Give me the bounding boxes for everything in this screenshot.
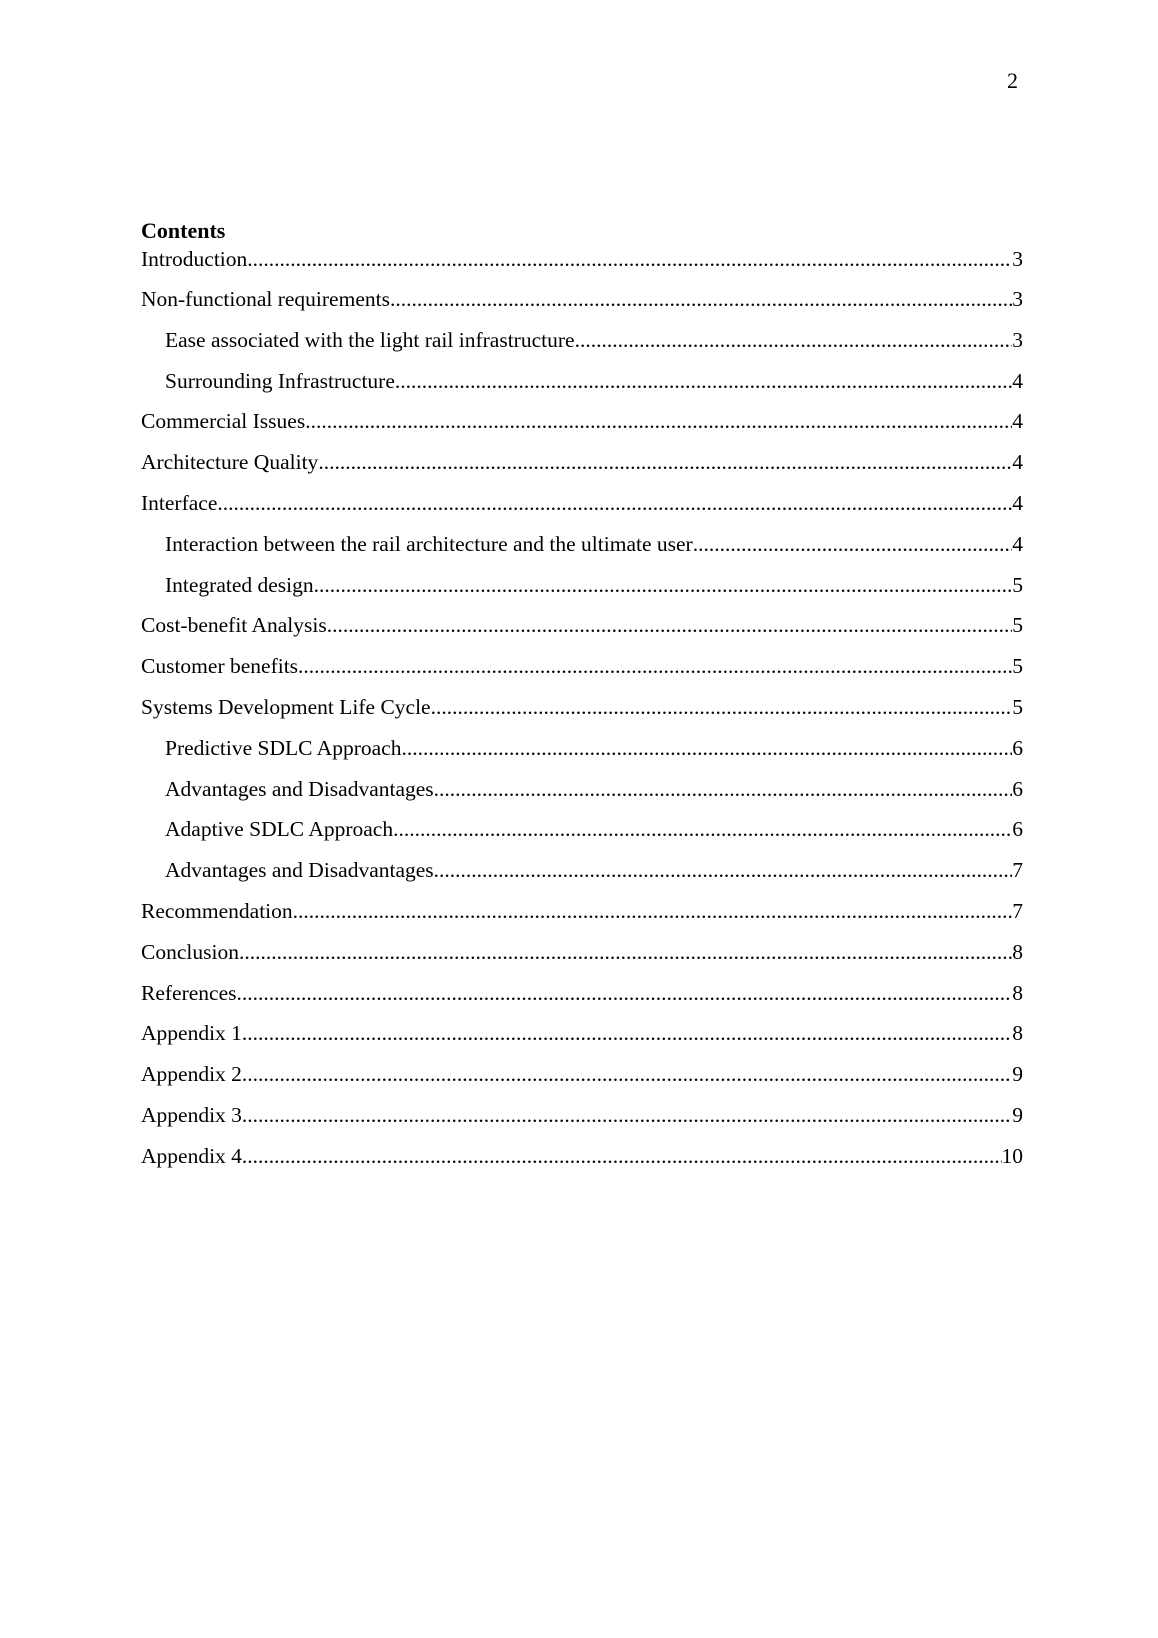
toc-entry[interactable]	[141, 449, 1023, 490]
toc-entry-title: References	[141, 980, 237, 1005]
toc-entry[interactable]	[141, 816, 1023, 857]
toc-entry-page: 4	[1012, 450, 1023, 475]
dot-leader	[575, 327, 1013, 353]
toc-entry[interactable]	[141, 980, 1023, 1021]
toc-entry-title: Cost-benefit Analysis	[141, 613, 327, 638]
toc-entry[interactable]	[141, 694, 1023, 735]
toc-entry-page: 5	[1012, 572, 1023, 597]
dot-leader	[401, 735, 1012, 761]
toc-entry-title: Appendix 2	[141, 1062, 242, 1087]
dot-leader	[242, 1143, 1002, 1169]
toc-entry[interactable]	[141, 898, 1023, 939]
dot-leader	[239, 939, 1012, 965]
toc-entry-page: 6	[1012, 776, 1023, 801]
dot-leader	[393, 816, 1012, 842]
toc-entry-title: Ease associated with the light rail infrastructure	[165, 327, 575, 352]
toc-entry-page: 4	[1012, 368, 1023, 393]
toc-entry-page: 5	[1012, 694, 1023, 719]
toc-entry-title: Surrounding Infrastructure	[165, 368, 395, 393]
toc-entry-title: Appendix 4	[141, 1143, 242, 1168]
toc-entry[interactable]	[141, 1102, 1023, 1143]
toc-entry[interactable]	[141, 572, 1023, 613]
dot-leader	[293, 898, 1013, 924]
toc-entry[interactable]	[141, 1061, 1023, 1102]
dot-leader	[434, 776, 1013, 802]
toc-entry-page: 8	[1012, 939, 1023, 964]
toc-entry-title: Customer benefits	[141, 654, 299, 679]
toc-entry-title: Systems Development Life Cycle	[141, 694, 431, 719]
toc-entry-page: 9	[1012, 1102, 1023, 1127]
dot-leader	[242, 1020, 1012, 1046]
toc-entry[interactable]	[141, 1143, 1023, 1184]
toc-entry[interactable]	[141, 286, 1023, 327]
dot-leader	[237, 980, 1013, 1006]
toc-entry-title: Interface	[141, 490, 218, 515]
toc-entry-page: 3	[1012, 247, 1023, 271]
toc-entry[interactable]	[141, 408, 1023, 449]
toc-entry-title: Advantages and Disadvantages	[165, 858, 434, 883]
dot-leader	[242, 1102, 1012, 1128]
toc-list	[141, 246, 1023, 1184]
table-of-contents	[141, 218, 1023, 1184]
dot-leader	[693, 531, 1013, 557]
toc-entry-title: Interaction between the rail architecture and the ultimate user	[165, 531, 693, 556]
toc-entry-title: Advantages and Disadvantages	[165, 776, 434, 801]
toc-entry[interactable]	[141, 939, 1023, 980]
toc-entry-page: 7	[1012, 858, 1023, 883]
toc-entry-page: 8	[1012, 1021, 1023, 1046]
dot-leader	[298, 653, 1012, 679]
dot-leader	[314, 572, 1013, 598]
toc-entry-page: 10	[1001, 1143, 1023, 1168]
dot-leader	[395, 368, 1012, 394]
toc-entry-page: 4	[1012, 409, 1023, 434]
toc-entry-page: 3	[1012, 287, 1023, 311]
toc-entry-page: 5	[1012, 613, 1023, 638]
toc-entry-page: 8	[1012, 980, 1023, 1005]
toc-entry-page: 7	[1012, 898, 1023, 923]
dot-leader	[217, 490, 1012, 516]
toc-entry-title: Introduction	[141, 247, 248, 271]
toc-entry-page: 5	[1012, 654, 1023, 679]
toc-entry-page: 4	[1012, 490, 1023, 515]
toc-entry-title: Architecture Quality	[141, 450, 319, 475]
toc-entry-page: 6	[1012, 735, 1023, 760]
dot-leader	[327, 612, 1013, 638]
dot-leader	[318, 449, 1012, 475]
toc-entry-title: Appendix 3	[141, 1102, 242, 1127]
toc-heading: Contents	[141, 218, 226, 243]
dot-leader	[242, 1061, 1012, 1087]
toc-entry-page: 6	[1012, 817, 1023, 842]
dot-leader	[305, 408, 1012, 434]
toc-entry-title: Adaptive SDLC Approach	[165, 817, 394, 842]
dot-leader	[247, 246, 1012, 272]
toc-entry-title: Recommendation	[141, 898, 293, 923]
toc-entry[interactable]	[141, 653, 1023, 694]
toc-entry-title: Predictive SDLC Approach	[165, 735, 402, 760]
toc-entry-title: Integrated design	[165, 572, 314, 597]
dot-leader	[431, 694, 1013, 720]
dot-leader	[434, 857, 1013, 883]
toc-entry[interactable]	[141, 490, 1023, 531]
dot-leader	[390, 286, 1012, 312]
toc-entry[interactable]	[141, 1020, 1023, 1061]
toc-entry-title: Commercial Issues	[141, 409, 306, 434]
toc-entry[interactable]	[141, 327, 1023, 368]
toc-entry[interactable]	[141, 857, 1023, 898]
toc-entry[interactable]	[141, 368, 1023, 409]
toc-entry[interactable]	[141, 612, 1023, 653]
toc-entry-page: 3	[1012, 327, 1023, 352]
toc-entry[interactable]	[141, 246, 1023, 286]
toc-entry[interactable]	[141, 531, 1023, 572]
toc-entry-title: Conclusion	[141, 939, 239, 964]
toc-entry-page: 4	[1012, 531, 1023, 556]
toc-entry-title: Appendix 1	[141, 1021, 242, 1046]
page-number: 2	[1007, 68, 1018, 93]
toc-entry-title: Non-functional requirements	[141, 287, 390, 311]
toc-entry[interactable]	[141, 735, 1023, 776]
toc-entry[interactable]	[141, 776, 1023, 817]
toc-entry-page: 9	[1012, 1062, 1023, 1087]
